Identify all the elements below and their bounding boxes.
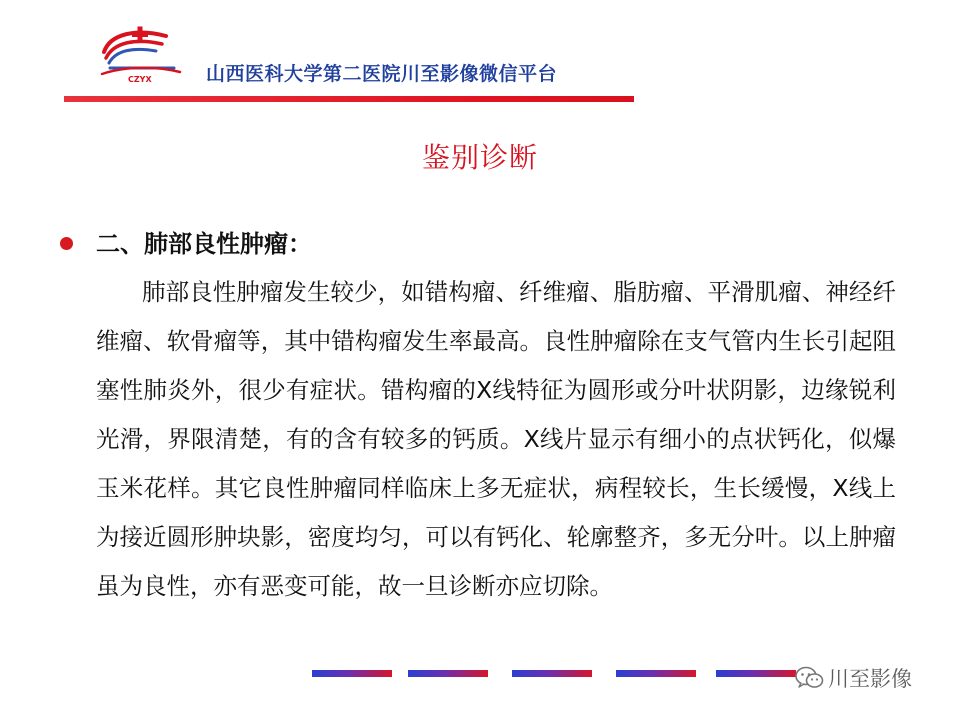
slide-title: 鉴别诊断 <box>421 141 538 174</box>
logo-text: CZYX <box>128 75 152 84</box>
watermark-text: 川至影像 <box>828 667 912 691</box>
bullet-icon <box>60 237 73 250</box>
footer-bar <box>716 670 796 677</box>
footer-bar <box>408 670 488 677</box>
watermark <box>794 663 912 693</box>
wechat-icon <box>794 665 824 691</box>
section-heading: 二、肺部良性肿瘤： <box>96 230 312 258</box>
header-title: 山西医科大学第二医院川至影像微信平台 <box>206 63 558 85</box>
footer-decoration <box>312 670 832 678</box>
header-divider <box>64 96 634 102</box>
footer-bar <box>512 670 592 677</box>
body-paragraph: 肺部良性肿瘤发生较少，如错构瘤、纤维瘤、脂肪瘤、平滑肌瘤、神经纤维瘤、软骨瘤等，其中错构瘤发生率最高。良性肿瘤除在支气管内生长引起阻塞性肺炎外，很少有症状。错构瘤的X线特征为圆形或分叶状阴影，边缘锐利光滑，界限清楚，有的含有较多的钙质。X线片显示有细小的点状钙化，似爆玉米花样。其它良性肿瘤同样临床上多无症状，病程较长，生长缓慢，X线上为接近圆形肿块影，密度均匀，可以有钙化、轮廓整齐，多无分叶。以上肿瘤虽为良性，亦有恶变可能，故一旦诊断亦应切除。 <box>96 278 896 600</box>
hospital-logo-icon <box>96 22 182 84</box>
hospital-logo <box>96 22 182 84</box>
footer-bar <box>616 670 696 677</box>
footer-bar <box>312 670 392 677</box>
